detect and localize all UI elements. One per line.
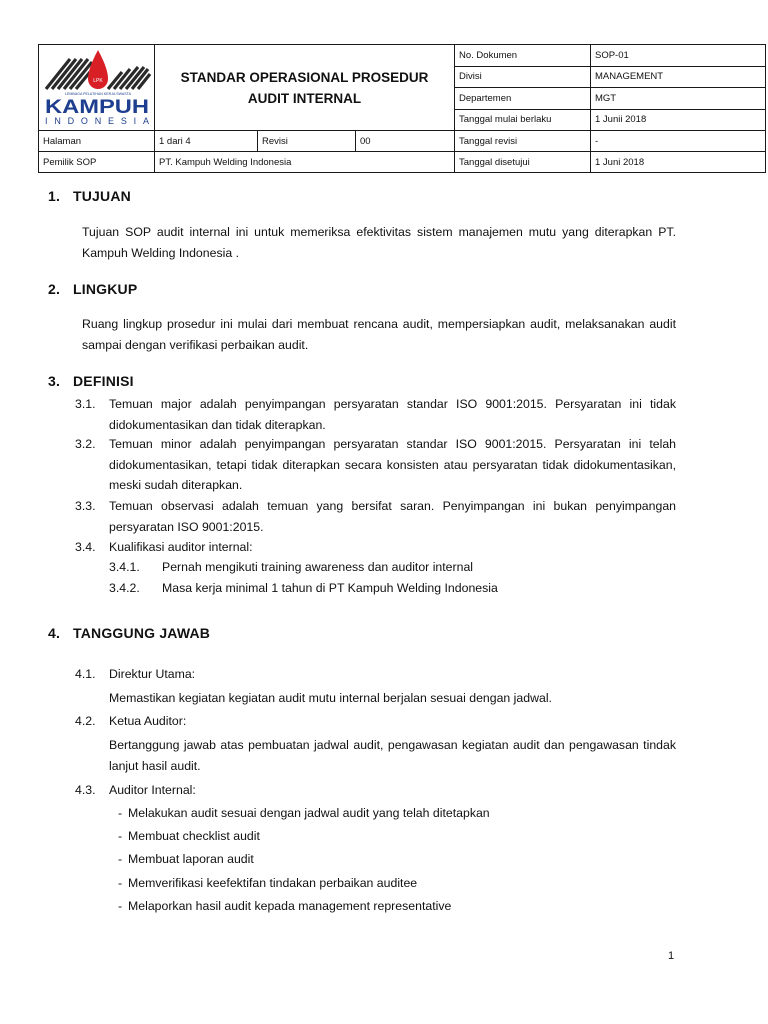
label-tanggal-disetujui: Tanggal disetujui bbox=[455, 152, 591, 173]
value-no-dokumen: SOP-01 bbox=[591, 45, 766, 67]
label-departemen: Departemen bbox=[455, 88, 591, 110]
item-number: 4.3. bbox=[75, 783, 96, 797]
definisi-item bbox=[75, 537, 676, 558]
item-text: Temuan major adalah penyimpangan persyaratan standar ISO 9001:2015. Persyaratan ini tidak didokumentasikan dan tidak diterapkan. bbox=[109, 397, 676, 432]
label-tanggal-revisi: Tanggal revisi bbox=[455, 131, 591, 152]
label-pemilik-sop: Pemilik SOP bbox=[39, 152, 155, 173]
label-revisi: Revisi bbox=[258, 131, 356, 152]
bullet-item: Melaporkan hasil audit kepada management representative bbox=[128, 899, 452, 913]
value-tanggal-mulai: 1 Junii 2018 bbox=[591, 109, 766, 131]
bullet-item: Memverifikasi keefektifan tindakan perbaikan auditee bbox=[128, 876, 418, 890]
tanggung-jawab-item bbox=[75, 711, 676, 732]
bullet-item: Melakukan audit sesuai dengan jadwal audit yang telah ditetapkan bbox=[128, 806, 490, 820]
tujuan-text: Tujuan SOP audit internal ini untuk memeriksa efektivitas sistem manajemen mutu yang diterapkan PT. Kampuh Welding Indonesia . bbox=[82, 225, 676, 260]
item-title: Direktur Utama: bbox=[109, 667, 196, 681]
bullet-dash: - bbox=[118, 829, 123, 843]
definisi-item bbox=[75, 434, 676, 496]
logo-badge-text: LPK bbox=[92, 78, 103, 84]
value-divisi: MANAGEMENT bbox=[591, 66, 766, 88]
value-halaman: 1 dari 4 bbox=[155, 131, 258, 152]
item-title: Auditor Internal: bbox=[109, 783, 196, 797]
item-number: 3.4. bbox=[75, 540, 96, 554]
title-line-1: STANDAR OPERASIONAL PROSEDUR bbox=[180, 69, 429, 85]
value-tanggal-revisi: - bbox=[591, 131, 766, 152]
section-heading-lingkup: 2. LINGKUP bbox=[48, 281, 138, 297]
section-heading-tujuan: 1. TUJUAN bbox=[48, 188, 131, 204]
subitem-number: 3.4.1. bbox=[109, 560, 140, 574]
item-number: 4.1. bbox=[75, 667, 96, 681]
lingkup-text: Ruang lingkup prosedur ini mulai dari membuat rencana audit, mempersiapkan audit, melaksanakan audit sampai dengan verifikasi perbaikan audit. bbox=[82, 317, 676, 352]
subitem-number: 3.4.2. bbox=[109, 581, 140, 595]
value-pemilik-sop: PT. Kampuh Welding Indonesia bbox=[155, 152, 455, 173]
bullet-dash: - bbox=[118, 876, 123, 890]
item-number: 3.2. bbox=[75, 437, 96, 451]
section-heading-definisi: 3. DEFINISI bbox=[48, 373, 134, 389]
label-divisi: Divisi bbox=[455, 66, 591, 88]
section-heading-tanggung-jawab: 4. TANGGUNG JAWAB bbox=[48, 625, 211, 641]
bullet-dash: - bbox=[118, 899, 123, 913]
item-number: 4.2. bbox=[75, 714, 96, 728]
bullet-dash: - bbox=[118, 806, 123, 820]
logo-sub: INDONESIA bbox=[44, 116, 149, 126]
logo-stripes-left bbox=[46, 59, 92, 89]
definisi-subitem bbox=[109, 557, 676, 578]
label-tanggal-mulai: Tanggal mulai berlaku bbox=[455, 109, 591, 131]
kampuh-logo bbox=[40, 45, 154, 127]
page-number: 1 bbox=[668, 950, 675, 962]
tanggung-jawab-item bbox=[75, 780, 676, 801]
item-title: Ketua Auditor: bbox=[109, 714, 187, 728]
item-text: Kualifikasi auditor internal: bbox=[109, 540, 253, 554]
value-departemen: MGT bbox=[591, 88, 766, 110]
value-revisi: 00 bbox=[356, 131, 455, 152]
logo-tagline: LEMBAGA PELATIHAN KERJA SWASTA bbox=[64, 92, 131, 96]
bullet-item: Membuat checklist audit bbox=[128, 829, 260, 843]
item-number: 3.1. bbox=[75, 397, 96, 411]
subitem-text: Masa kerja minimal 1 tahun di PT Kampuh Welding Indonesia bbox=[162, 581, 498, 595]
title-line-2: AUDIT INTERNAL bbox=[247, 90, 362, 106]
item-text: Temuan observasi adalah temuan yang bersifat saran. Penyimpangan ini bukan penyimpangan persyaratan ISO 9001:2015. bbox=[109, 499, 676, 534]
bullet-item: Membuat laporan audit bbox=[128, 852, 254, 866]
label-halaman: Halaman bbox=[39, 131, 155, 152]
item-text: Temuan minor adalah penyimpangan persyaratan standar ISO 9001:2015. Persyaratan ini telah didokumentasikan, tetapi tidak diterapkan secara konsisten atau persyaratan tidak didokumentasikan, meski sudah diterapkan. bbox=[109, 437, 676, 492]
subitem-text: Pernah mengikuti training awareness dan auditor internal bbox=[162, 560, 474, 574]
definisi-item bbox=[75, 496, 676, 537]
document-title bbox=[155, 45, 455, 131]
tanggung-jawab-item bbox=[75, 664, 676, 685]
label-no-dokumen: No. Dokumen bbox=[455, 45, 591, 67]
item-number: 3.3. bbox=[75, 499, 96, 513]
definisi-item bbox=[75, 394, 676, 435]
logo-brand: KAMPUH bbox=[44, 97, 149, 118]
item-description: Bertanggung jawab atas pembuatan jadwal audit, pengawasan kegiatan audit dan pengawasan tindak lanjut hasil audit. bbox=[109, 738, 676, 773]
document-header-table bbox=[38, 44, 766, 173]
company-logo-cell bbox=[39, 45, 155, 131]
value-tanggal-disetujui: 1 Juni 2018 bbox=[591, 152, 766, 173]
bullet-dash: - bbox=[118, 852, 123, 866]
definisi-subitem bbox=[109, 578, 676, 599]
logo-stripes-right bbox=[108, 67, 150, 89]
item-description: Memastikan kegiatan kegiatan audit mutu internal berjalan sesuai dengan jadwal. bbox=[109, 691, 552, 705]
